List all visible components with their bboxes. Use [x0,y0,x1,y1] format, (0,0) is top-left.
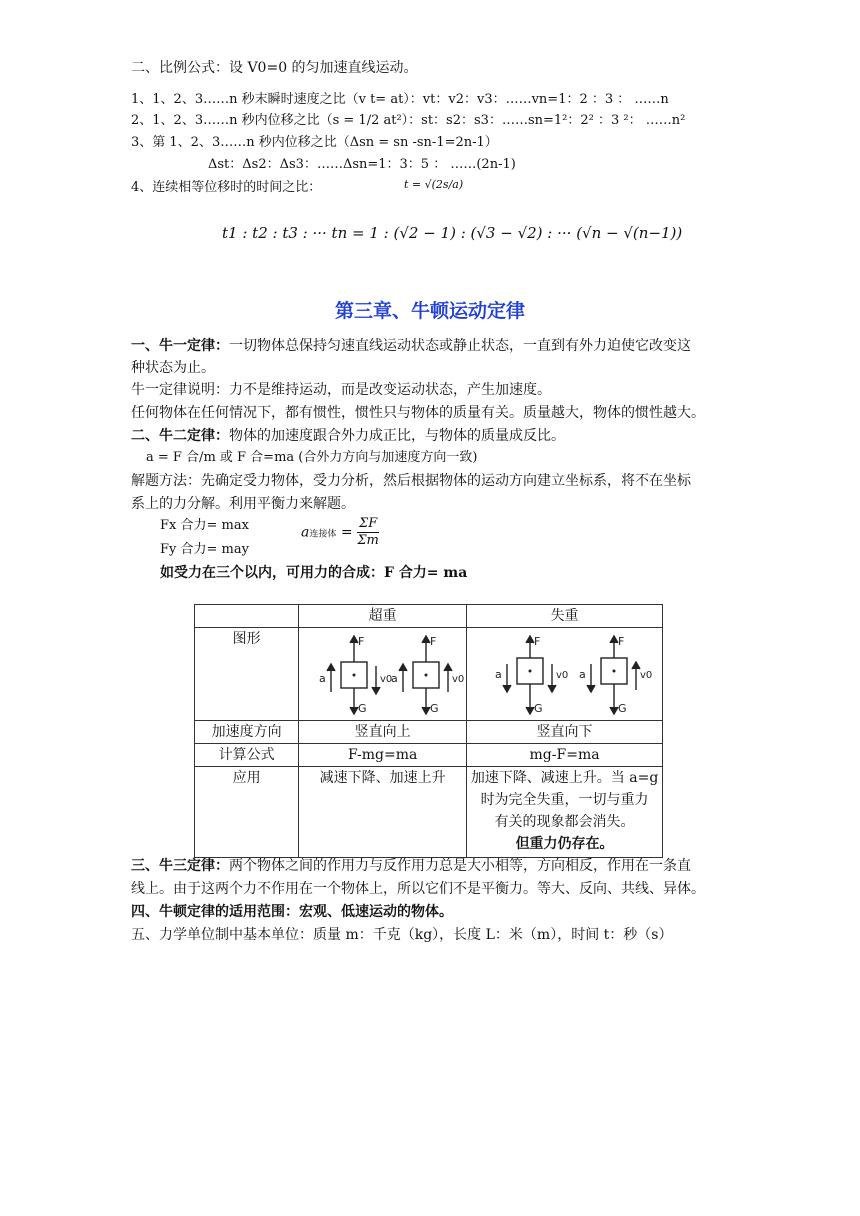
table-cell-line: 时为完全失重，一切与重力 [480,792,649,808]
weightless-figure-cell [467,628,663,721]
table-header-cell: 超重 [299,605,467,628]
label-a: a [578,668,586,681]
label-v0: v0 [639,670,652,681]
law3-text2: 线上。由于这两个力不作用在一个物体上，所以它们不是平衡力。等大、反向、共线、异体。 [131,881,705,897]
table-cell: 竖直向下 [467,721,663,744]
label-G: G [357,702,367,715]
a-sub: 连接体 [309,529,337,540]
ratio-nth-second-values: Δst：Δs2：Δs3：……Δsn=1：3：5 ： ……(2n-1) [208,157,516,172]
section-ratio-title: 二、比例公式：设 V0=0 的匀加速直线运动。 [131,60,418,76]
law2-line [131,426,565,446]
label-v0: v0 [379,674,392,685]
table-header-cell: 失重 [467,605,663,628]
law1-note1: 牛一定律说明：力不是维持运动，而是改变运动状态，产生加速度。 [131,382,551,398]
table-label-cell: 加速度方向 [195,721,299,744]
law2-fx: Fx 合力= max [160,518,249,533]
label-F: F [357,635,364,648]
weight-table [194,604,663,858]
ratio-velocity: 1、1、2、3……n 秒末瞬时速度之比（v t= at）：vt：v2：v3：……vn=1：2 ：3 ： ……n [131,92,669,107]
law5-line: 五、力学单位制中基本单位：质量 m：千克（kg），长度 L：米（m），时间 t：秒（s） [131,927,673,943]
table-row [195,767,663,858]
table-header-cell [195,605,299,628]
law1-text2: 种状态为止。 [131,360,215,376]
overweight-diagram [303,632,463,718]
table-cell: mg-F=ma [467,744,663,767]
table-cell-line: 有关的现象都会消失。 [494,814,635,830]
law2-text: 物体的加速度跟合外力成正比，与物体的质量成反比。 [229,428,565,444]
table-cell-line-bold: 但重力仍存在。 [515,836,614,852]
table-cell-line: 加速下降、减速上升。当 a=g [470,770,659,786]
label-v0: v0 [451,674,464,685]
fraction-den: Σm [357,533,379,548]
law1-head: 一、牛一定律： [131,338,229,354]
law3-text: 两个物体之间的作用力与反作用力总是大小相等，方向相反，作用在一条直 [229,858,691,874]
table-cell-multiline [467,767,663,858]
label-a: a [318,672,326,685]
table-cell: 竖直向上 [299,721,467,744]
law2-fy: Fy 合力= may [160,542,249,557]
label-F: F [429,635,436,648]
label-G: G [429,702,439,715]
ratio-time-equal-displacement: 4、连续相等位移时的时间之比： [131,180,322,195]
table-cell: F-mg=ma [299,744,467,767]
fraction-num: ΣF [359,516,378,531]
label-G: G [533,702,543,715]
law2-head: 二、牛二定律： [131,428,229,444]
law2-formula: a = F 合/m 或 F 合=ma (合外力方向与加速度方向一致) [146,450,478,465]
table-cell: 减速下降、加速上升 [299,767,467,858]
table-label-cell: 图形 [195,628,299,721]
weightless-diagram [475,632,655,718]
law2-method1: 解题方法：先确定受力物体，受力分析，然后根据物体的运动方向建立坐标系，将不在坐标 [131,473,691,489]
table-row [195,721,663,744]
table-label-cell: 计算公式 [195,744,299,767]
table-row [195,744,663,767]
label-v0: v0 [555,670,568,681]
law1-note2: 任何物体在任何情况下，都有惯性，惯性只与物体的质量有关。质量越大，物体的惯性越大。 [131,405,705,421]
label-F: F [533,635,540,648]
label-a: a [494,668,502,681]
label-F: F [617,635,624,648]
table-label-cell: 应用 [195,767,299,858]
law3-head: 三、牛三定律： [131,858,229,874]
label-a: a [390,672,398,685]
table-row-figure [195,628,663,721]
law3-line [131,856,691,876]
fraction [357,516,379,549]
chapter-title: 第三章、牛顿运动定律 [334,300,525,322]
ratio-displacement: 2、1、2、3……n 秒内位移之比（s = 1/2 at²）：st：s2：s3：……sn=1²：2² ：3 ²： ……n² [131,113,686,128]
law1-line [131,336,691,356]
label-G: G [617,702,627,715]
law4-line: 四、牛顿定律的适用范围：宏观、低速运动的物体。 [131,904,453,920]
formula-time: t = √(2s/a) [404,178,464,191]
ratio-nth-second: 3、第 1、2、3……n 秒内位移之比（Δsn = sn -sn-1=2n-1） [131,135,498,150]
formula-time-ratio: t1 : t2 : t3 : ··· tn = 1 : (√2 − 1) : (√3 − √2) : ··· (√n − √(n−1)) [222,224,683,242]
law1-text: 一切物体总保持匀速直线运动状态或静止状态，一直到有外力迫使它改变这 [229,338,691,354]
law2-method2: 系上的力分解。利用平衡力来解题。 [131,496,355,512]
law2-bold-line: 如受力在三个以内，可用力的合成：F 合力= ma [160,565,468,581]
formula-connected-acceleration: a连接体 = $\frac{\Sigma F}{\Sigma m}$ [301,516,379,548]
table-header-row [195,605,663,628]
overweight-figure-cell [299,628,467,721]
